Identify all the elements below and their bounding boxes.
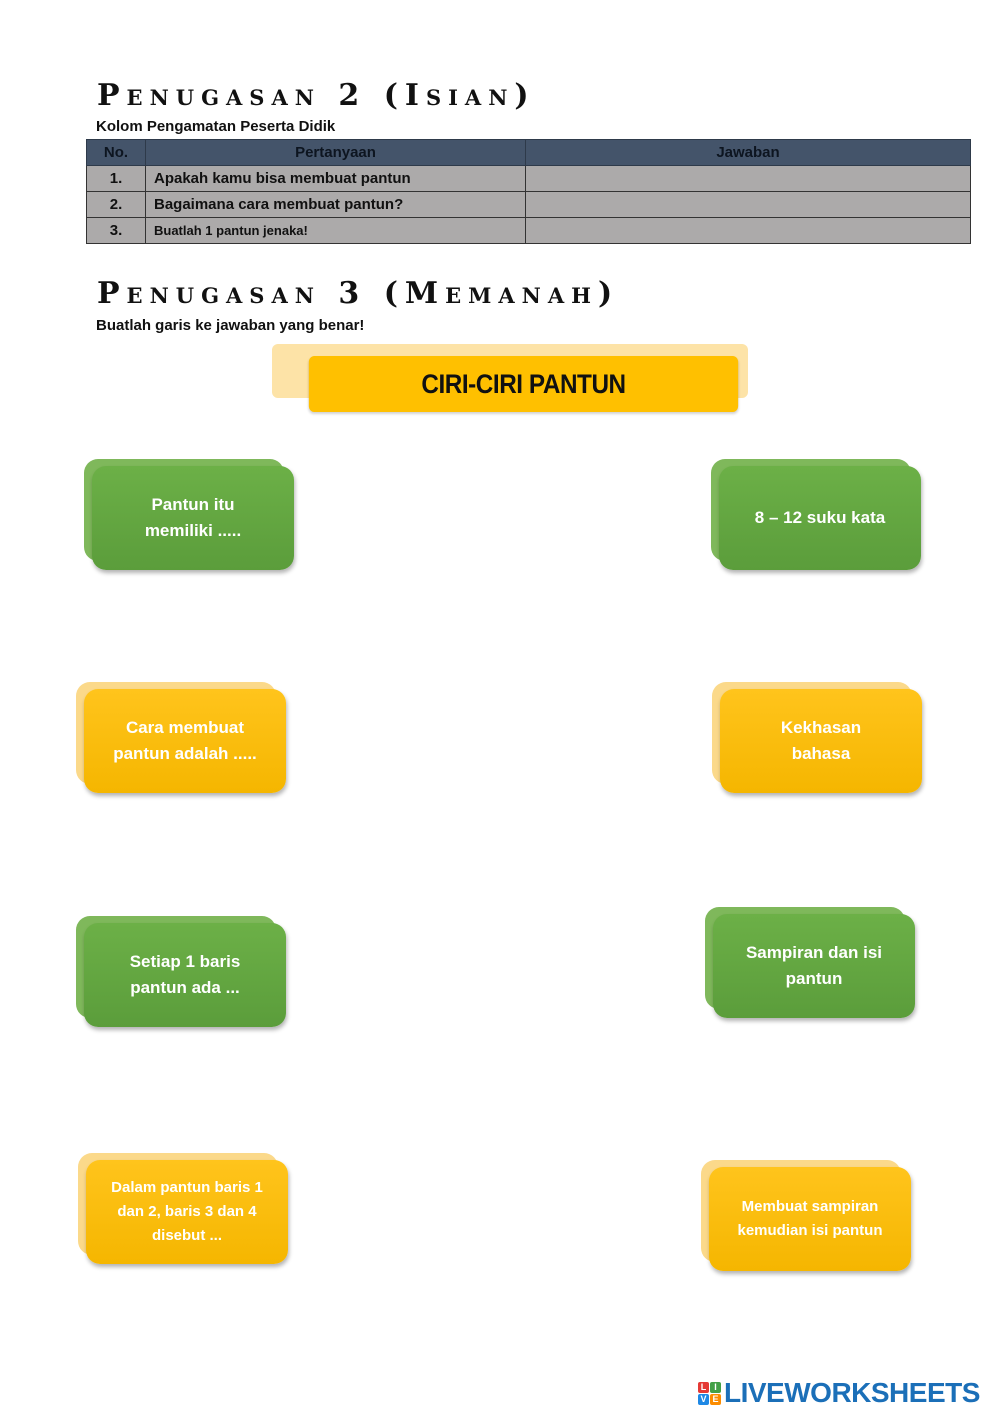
banner-title: CIRI-CIRI PANTUN xyxy=(309,356,738,412)
row-question: Bagaimana cara membuat pantun? xyxy=(146,192,526,218)
section3-instruction: Buatlah garis ke jawaban yang benar! xyxy=(96,317,365,334)
card-text: Dalam pantun baris 1 dan 2, baris 3 dan 4 disebut ... xyxy=(86,1160,288,1264)
left-card-2[interactable] xyxy=(76,682,286,792)
card-text: Cara membuat pantun adalah ..... xyxy=(84,689,286,793)
row-question: Apakah kamu bisa membuat pantun xyxy=(146,166,526,192)
card-text: Membuat sampiran kemudian isi pantun xyxy=(709,1167,911,1271)
answer-cell[interactable] xyxy=(526,218,971,244)
table-header-row xyxy=(87,140,971,166)
logo-letter: V xyxy=(698,1394,709,1405)
section3-title: Penugasan 3 (Memanah) xyxy=(97,276,620,311)
row-number: 2. xyxy=(87,192,146,218)
card-text: Kekhasan bahasa xyxy=(720,689,922,793)
card-text: Sampiran dan isi pantun xyxy=(713,914,915,1018)
table-row xyxy=(87,218,971,244)
logo-letter: E xyxy=(710,1394,721,1405)
table-row xyxy=(87,192,971,218)
liveworksheets-watermark xyxy=(698,1376,980,1410)
left-card-1[interactable] xyxy=(84,459,294,569)
right-card-3[interactable] xyxy=(705,907,915,1017)
row-number: 3. xyxy=(87,218,146,244)
section2-title: Penugasan 2 (Isian) xyxy=(97,78,536,113)
right-card-4[interactable] xyxy=(701,1160,911,1270)
logo-letter: L xyxy=(698,1382,709,1393)
left-card-3[interactable] xyxy=(76,916,286,1026)
answer-cell[interactable] xyxy=(526,166,971,192)
right-card-2[interactable] xyxy=(712,682,922,792)
card-text: Pantun itu memiliki ..... xyxy=(92,466,294,570)
left-card-4[interactable] xyxy=(78,1153,288,1263)
liveworksheets-logo-icon xyxy=(698,1382,721,1405)
table-row xyxy=(87,166,971,192)
row-question: Buatlah 1 pantun jenaka! xyxy=(146,218,526,244)
card-text: 8 – 12 suku kata xyxy=(719,466,921,570)
col-header-question: Pertanyaan xyxy=(146,140,526,166)
row-number: 1. xyxy=(87,166,146,192)
section2-subtitle: Kolom Pengamatan Peserta Didik xyxy=(96,118,336,135)
liveworksheets-text: LIVEWORKSHEETS xyxy=(724,1377,980,1408)
col-header-answer: Jawaban xyxy=(526,140,971,166)
observation-table xyxy=(86,139,971,244)
card-text: Setiap 1 baris pantun ada ... xyxy=(84,923,286,1027)
right-card-1[interactable] xyxy=(711,459,921,569)
col-header-no: No. xyxy=(87,140,146,166)
logo-letter: I xyxy=(710,1382,721,1393)
answer-cell[interactable] xyxy=(526,192,971,218)
